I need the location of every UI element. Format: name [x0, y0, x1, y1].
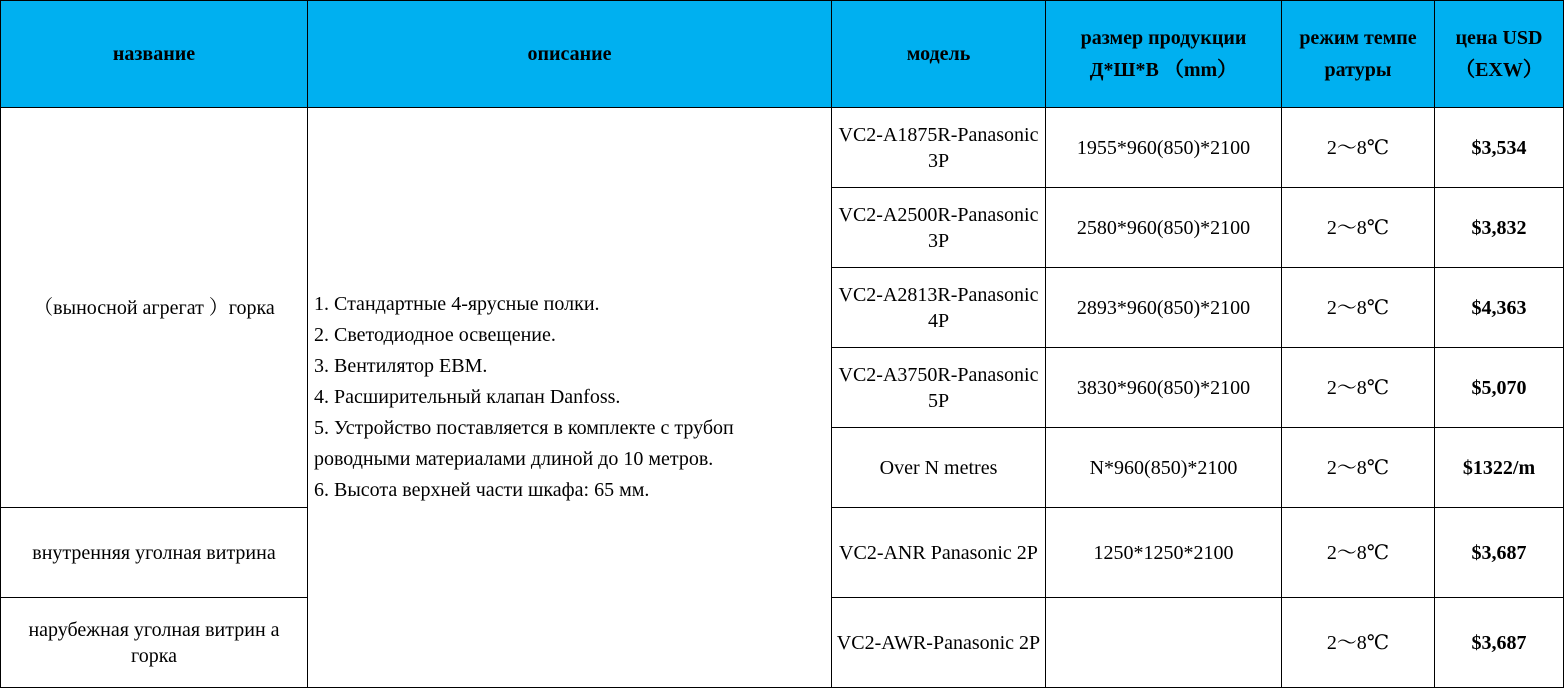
size-cell: 3830*960(850)*2100 — [1046, 348, 1282, 428]
temperature-cell: 2～8℃ — [1282, 348, 1435, 428]
model-cell: VC2-A3750R-Panasonic 5P — [832, 348, 1046, 428]
description-line: 3. Вентилятор EBM. — [314, 355, 488, 377]
header-temperature: режим темпе ратуры — [1282, 1, 1435, 108]
header-price: цена USD（EXW） — [1435, 1, 1564, 108]
temperature-cell: 2～8℃ — [1282, 108, 1435, 188]
model-cell: VC2-A2500R-Panasonic 3P — [832, 188, 1046, 268]
description-cell — [308, 108, 832, 688]
header-row — [1, 1, 1564, 108]
temperature-cell: 2～8℃ — [1282, 428, 1435, 508]
description-line: 1. Стандартные 4-ярусные полки. — [314, 293, 600, 315]
description-line: 5. Устройство поставляется в комплекте с трубоп — [314, 417, 734, 439]
temperature-cell: 2～8℃ — [1282, 188, 1435, 268]
price-cell: $3,687 — [1435, 598, 1564, 688]
price-cell: $1322/m — [1435, 428, 1564, 508]
price-cell: $3,687 — [1435, 508, 1564, 598]
header-size: размер продукции Д*Ш*В （mm） — [1046, 1, 1282, 108]
model-cell: VC2-AWR-Panasonic 2P — [832, 598, 1046, 688]
size-cell: 2580*960(850)*2100 — [1046, 188, 1282, 268]
group-name-inner-corner: внутренняя уголная витрина — [1, 508, 308, 598]
group-name-remote-unit: （выносной агрегат ）горка — [1, 108, 308, 508]
description-line: 2. Светодиодное освещение. — [314, 324, 556, 346]
size-cell: 2893*960(850)*2100 — [1046, 268, 1282, 348]
model-cell: Over N metres — [832, 428, 1046, 508]
price-cell: $3,832 — [1435, 188, 1564, 268]
table-row — [1, 108, 1564, 188]
group-name-outer-corner: нарубежная уголная витрин а горка — [1, 598, 308, 688]
header-model: модель — [832, 1, 1046, 108]
size-cell: 1955*960(850)*2100 — [1046, 108, 1282, 188]
description-line: 4. Расширительный клапан Danfoss. — [314, 386, 621, 408]
size-cell: 1250*1250*2100 — [1046, 508, 1282, 598]
price-cell: $3,534 — [1435, 108, 1564, 188]
model-cell: VC2-A2813R-Panasonic 4P — [832, 268, 1046, 348]
temperature-cell: 2～8℃ — [1282, 268, 1435, 348]
temperature-cell: 2～8℃ — [1282, 508, 1435, 598]
price-cell: $4,363 — [1435, 268, 1564, 348]
header-name: название — [1, 1, 308, 108]
model-cell: VC2-A1875R-Panasonic 3P — [832, 108, 1046, 188]
size-cell: N*960(850)*2100 — [1046, 428, 1282, 508]
model-cell: VC2-ANR Panasonic 2P — [832, 508, 1046, 598]
size-cell — [1046, 598, 1282, 688]
temperature-cell: 2～8℃ — [1282, 598, 1435, 688]
description-line: 6. Высота верхней части шкафа: 65 мм. — [314, 479, 650, 501]
header-description: описание — [308, 1, 832, 108]
price-cell: $5,070 — [1435, 348, 1564, 428]
description-line: роводными материалами длиной до 10 метров. — [314, 448, 714, 470]
